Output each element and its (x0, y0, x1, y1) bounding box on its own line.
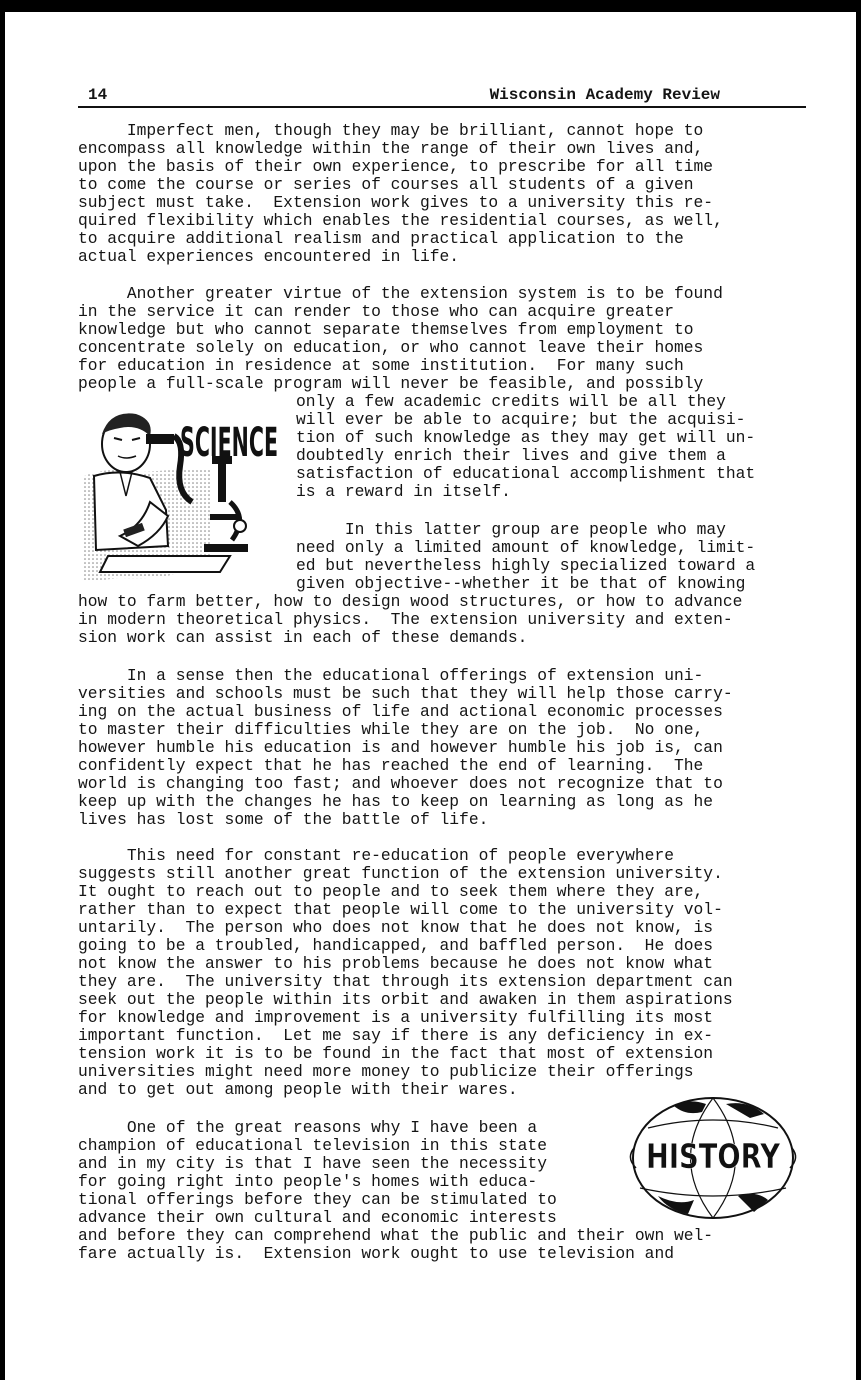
text-line: confidently expect that he has reached the end of learning. The (78, 756, 704, 775)
text-line: and to get out among people with their wares. (78, 1080, 518, 1099)
journal-title: Wisconsin Academy Review (489, 86, 720, 104)
text-line: universities might need more money to publicize their offerings (78, 1062, 694, 1081)
scan-frame-right (856, 0, 861, 1380)
text-line: This need for constant re-education of people everywhere (78, 846, 674, 865)
text-line: untarily. The person who does not know that he does not know, is (78, 918, 714, 937)
text-line: tension work it is to be found in the fact that most of extension (78, 1044, 714, 1063)
history-label: HISTORY (646, 1137, 781, 1177)
text-line: rather than to expect that people will come to the university vol- (78, 900, 723, 919)
text-line: champion of educational television in this state (78, 1136, 547, 1155)
text-line: for knowledge and improvement is a university fulfilling its most (78, 1008, 714, 1027)
text-line: to acquire additional realism and practical application to the (78, 229, 684, 248)
text-line: will ever be able to acquire; but the acquisi- (296, 410, 746, 429)
text-line: lives has lost some of the battle of life. (78, 810, 489, 829)
science-label: SCIENCE (180, 420, 278, 466)
text-line: advance their own cultural and economic interests (78, 1208, 557, 1227)
text-line: in modern theoretical physics. The extension university and exten- (78, 610, 733, 629)
text-line: tion of such knowledge as they may get will un- (296, 428, 756, 447)
text-line: important function. Let me say if there is any deficiency in ex- (78, 1026, 714, 1045)
text-line: however humble his education is and however humble his job is, can (78, 738, 723, 757)
text-line: to come the course or series of courses all students of a given (78, 175, 694, 194)
text-line: they are. The university that through its extension department can (78, 972, 733, 991)
text-line: In this latter group are people who may (296, 520, 726, 539)
text-line: suggests still another great function of the extension university. (78, 864, 723, 883)
text-line: satisfaction of educational accomplishment that (296, 464, 756, 483)
text-line: knowledge but who cannot separate themselves from employment to (78, 320, 694, 339)
text-line: doubtedly enrich their lives and give them a (296, 446, 726, 465)
text-line: need only a limited amount of knowledge, limit- (296, 538, 756, 557)
text-line: It ought to reach out to people and to seek them where they are, (78, 882, 704, 901)
text-line: how to farm better, how to design wood structures, or how to advance (78, 592, 743, 611)
text-line: seek out the people within its orbit and awaken in them aspirations (78, 990, 733, 1009)
text-line: people a full-scale program will never be feasible, and possibly (78, 374, 704, 393)
text-line: versities and schools must be such that they will help those carry- (78, 684, 733, 703)
text-line: One of the great reasons why I have been a (78, 1118, 538, 1137)
text-line: concentrate solely on education, or who cannot leave their homes (78, 338, 704, 357)
text-line: and before they can comprehend what the public and their own wel- (78, 1226, 714, 1245)
text-line: quired flexibility which enables the residential courses, as well, (78, 211, 723, 230)
text-line: world is changing too fast; and whoever does not recognize that to (78, 774, 723, 793)
text-line: Another greater virtue of the extension system is to be found (78, 284, 723, 303)
history-globe-illustration (628, 1092, 798, 1228)
text-line: given objective--whether it be that of knowing (296, 574, 746, 593)
text-line: fare actually is. Extension work ought to use television and (78, 1244, 674, 1263)
running-header (78, 84, 806, 108)
text-line: to master their difficulties while they are on the job. No one, (78, 720, 704, 739)
text-line: tional offerings before they can be stimulated to (78, 1190, 557, 1209)
text-line: and in my city is that I have seen the necessity (78, 1154, 547, 1173)
science-illustration (80, 406, 284, 582)
text-line: not know the answer to his problems because he does not know what (78, 954, 714, 973)
text-line: upon the basis of their own experience, to prescribe for all time (78, 157, 714, 176)
text-line: In a sense then the educational offerings of extension uni- (78, 666, 704, 685)
text-line: going to be a troubled, handicapped, and baffled person. He does (78, 936, 714, 955)
text-line: for education in residence at some institution. For many such (78, 356, 684, 375)
text-line: in the service it can render to those who can acquire greater (78, 302, 674, 321)
scan-frame-top (0, 0, 861, 12)
scan-frame-left (0, 0, 5, 1380)
text-line: sion work can assist in each of these demands. (78, 628, 528, 647)
text-line: Imperfect men, though they may be brilliant, cannot hope to (78, 121, 704, 140)
text-line: ed but nevertheless highly specialized toward a (296, 556, 756, 575)
text-line: keep up with the changes he has to keep on learning as long as he (78, 792, 714, 811)
text-line: ing on the actual business of life and actional economic processes (78, 702, 723, 721)
page-number: 14 (88, 86, 108, 104)
text-line: for going right into people's homes with educa- (78, 1172, 538, 1191)
text-line: subject must take. Extension work gives to a university this re- (78, 193, 714, 212)
text-line: only a few academic credits will be all they (296, 392, 726, 411)
text-line: encompass all knowledge within the range of their own lives and, (78, 139, 704, 158)
text-line: is a reward in itself. (296, 482, 511, 501)
text-line: actual experiences encountered in life. (78, 247, 460, 266)
